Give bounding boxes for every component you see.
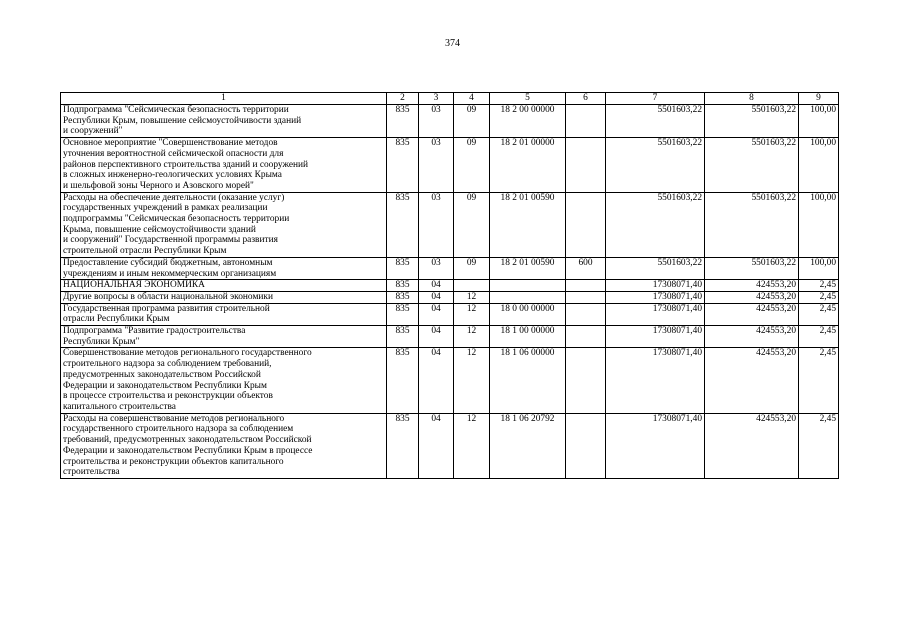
item-name: Расходы на обеспечение деятельности (оказание услуг) государственных учреждений в рамках реализации подпрограммы "Сейсмическая безопасность территории Крыма, повышение сейсмоустойчивости зданий и сооружений" Государственной программы развития строительной отрасли Республики Крым — [61, 192, 387, 257]
section-code: 04 — [419, 303, 454, 325]
expense-type-code — [566, 326, 606, 348]
executed-amount: 5501603,22 — [705, 192, 799, 257]
execution-percent: 100,00 — [799, 138, 839, 193]
expense-type-code — [566, 413, 606, 478]
expense-type-code — [566, 291, 606, 303]
expense-type-code — [566, 105, 606, 138]
execution-percent: 100,00 — [799, 192, 839, 257]
col-header: 8 — [705, 93, 799, 105]
subsection-code: 12 — [454, 348, 490, 413]
planned-amount: 17308071,40 — [606, 280, 705, 292]
target-article-code: 18 1 06 00000 — [490, 348, 566, 413]
executed-amount: 424553,20 — [705, 326, 799, 348]
item-name: НАЦИОНАЛЬНАЯ ЭКОНОМИКА — [61, 280, 387, 292]
section-code: 03 — [419, 257, 454, 279]
table-row — [61, 291, 839, 303]
target-article-code: 18 0 00 00000 — [490, 303, 566, 325]
grbs-code: 835 — [387, 303, 419, 325]
table-row — [61, 413, 839, 478]
item-name: Подпрограмма "Развитие градостроительства Республики Крым" — [61, 326, 387, 348]
executed-amount: 5501603,22 — [705, 105, 799, 138]
col-header: 9 — [799, 93, 839, 105]
table-row — [61, 326, 839, 348]
subsection-code: 12 — [454, 303, 490, 325]
planned-amount: 5501603,22 — [606, 257, 705, 279]
planned-amount: 5501603,22 — [606, 192, 705, 257]
subsection-code: 09 — [454, 138, 490, 193]
grbs-code: 835 — [387, 413, 419, 478]
section-code: 03 — [419, 192, 454, 257]
table-row — [61, 192, 839, 257]
grbs-code: 835 — [387, 192, 419, 257]
section-code: 04 — [419, 348, 454, 413]
execution-percent: 2,45 — [799, 348, 839, 413]
col-header: 5 — [490, 93, 566, 105]
section-code: 04 — [419, 413, 454, 478]
col-header: 1 — [61, 93, 387, 105]
table-row — [61, 280, 839, 292]
header-row — [61, 93, 839, 105]
section-code: 03 — [419, 138, 454, 193]
table-row — [61, 303, 839, 325]
planned-amount: 17308071,40 — [606, 291, 705, 303]
executed-amount: 424553,20 — [705, 348, 799, 413]
table-row — [61, 348, 839, 413]
subsection-code: 09 — [454, 257, 490, 279]
target-article-code: 18 1 00 00000 — [490, 326, 566, 348]
target-article-code: 18 1 06 20792 — [490, 413, 566, 478]
executed-amount: 424553,20 — [705, 291, 799, 303]
table-row — [61, 105, 839, 138]
grbs-code: 835 — [387, 291, 419, 303]
item-name: Другие вопросы в области национальной экономики — [61, 291, 387, 303]
expense-type-code — [566, 192, 606, 257]
budget-table — [60, 92, 839, 479]
execution-percent: 2,45 — [799, 326, 839, 348]
expense-type-code: 600 — [566, 257, 606, 279]
planned-amount: 5501603,22 — [606, 105, 705, 138]
section-code: 04 — [419, 280, 454, 292]
execution-percent: 100,00 — [799, 105, 839, 138]
target-article-code: 18 2 00 00000 — [490, 105, 566, 138]
item-name: Государственная программа развития строительной отрасли Республики Крым — [61, 303, 387, 325]
item-name: Расходы на совершенствование методов регионального государственного строительного надзора за соблюдением требований, предусмотренных законодательством Российской Федерации и законодательством Республики Крым в процессе строительства и реконструкции объектов капитального строительства — [61, 413, 387, 478]
expense-type-code — [566, 348, 606, 413]
subsection-code: 12 — [454, 413, 490, 478]
grbs-code: 835 — [387, 138, 419, 193]
target-article-code: 18 2 01 00590 — [490, 192, 566, 257]
col-header: 3 — [419, 93, 454, 105]
subsection-code: 12 — [454, 326, 490, 348]
expense-type-code — [566, 138, 606, 193]
subsection-code — [454, 280, 490, 292]
execution-percent: 2,45 — [799, 291, 839, 303]
execution-percent: 2,45 — [799, 280, 839, 292]
table-row — [61, 138, 839, 193]
executed-amount: 5501603,22 — [705, 138, 799, 193]
executed-amount: 424553,20 — [705, 303, 799, 325]
subsection-code: 12 — [454, 291, 490, 303]
executed-amount: 424553,20 — [705, 280, 799, 292]
planned-amount: 17308071,40 — [606, 326, 705, 348]
grbs-code: 835 — [387, 257, 419, 279]
col-header: 4 — [454, 93, 490, 105]
page-number: 374 — [445, 38, 460, 49]
grbs-code: 835 — [387, 348, 419, 413]
target-article-code — [490, 291, 566, 303]
section-code: 04 — [419, 291, 454, 303]
execution-percent: 100,00 — [799, 257, 839, 279]
execution-percent: 2,45 — [799, 413, 839, 478]
planned-amount: 17308071,40 — [606, 303, 705, 325]
col-header: 7 — [606, 93, 705, 105]
planned-amount: 17308071,40 — [606, 413, 705, 478]
grbs-code: 835 — [387, 280, 419, 292]
target-article-code: 18 2 01 00000 — [490, 138, 566, 193]
table-row — [61, 257, 839, 279]
expense-type-code — [566, 303, 606, 325]
col-header: 6 — [566, 93, 606, 105]
executed-amount: 424553,20 — [705, 413, 799, 478]
target-article-code — [490, 280, 566, 292]
subsection-code: 09 — [454, 105, 490, 138]
grbs-code: 835 — [387, 105, 419, 138]
section-code: 03 — [419, 105, 454, 138]
item-name: Подпрограмма "Сейсмическая безопасность территории Республики Крым, повышение сейсмоустойчивости зданий и сооружений" — [61, 105, 387, 138]
expense-type-code — [566, 280, 606, 292]
subsection-code: 09 — [454, 192, 490, 257]
section-code: 04 — [419, 326, 454, 348]
planned-amount: 17308071,40 — [606, 348, 705, 413]
grbs-code: 835 — [387, 326, 419, 348]
executed-amount: 5501603,22 — [705, 257, 799, 279]
target-article-code: 18 2 01 00590 — [490, 257, 566, 279]
item-name: Предоставление субсидий бюджетным, автономным учреждениям и иным некоммерческим организациям — [61, 257, 387, 279]
execution-percent: 2,45 — [799, 303, 839, 325]
planned-amount: 5501603,22 — [606, 138, 705, 193]
col-header: 2 — [387, 93, 419, 105]
item-name: Основное мероприятие "Совершенствование методов уточнения вероятностной сейсмической опасности для районов перспективного строительства зданий и сооружений в сложных инженерно-геологических условиях Крыма и шельфовой зоны Черного и Азовского морей" — [61, 138, 387, 193]
item-name: Совершенствование методов регионального государственного строительного надзора за соблюдением требований, предусмотренных законодательством Российской Федерации и законодательством Республики Крым в процессе строительства и реконструкции объектов капитального строительства — [61, 348, 387, 413]
